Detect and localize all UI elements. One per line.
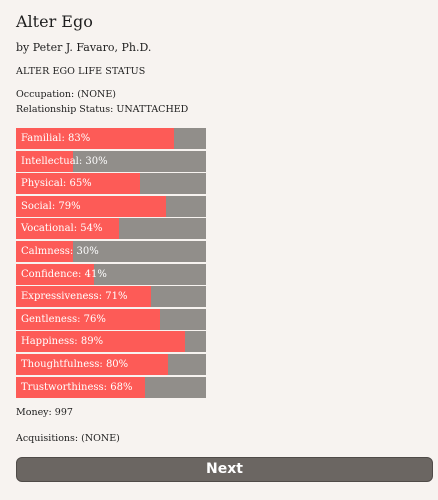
money-text: Money: 997 (16, 407, 73, 418)
stat-bar (16, 128, 206, 149)
relationship-status-text: Relationship Status: UNATTACHED (16, 104, 189, 115)
stat-bar-label: Happiness: 89% (21, 336, 104, 348)
stat-bar (16, 218, 206, 239)
next-button[interactable]: Next (16, 457, 433, 482)
stat-bar-label: Familial: 83% (21, 133, 91, 144)
stat-bar (16, 151, 206, 172)
stat-bar-label: Intellectual: 30% (21, 155, 108, 167)
stat-bar-label: Expressiveness: 71% (21, 291, 128, 303)
stat-bar (16, 196, 206, 217)
stat-bar (16, 331, 206, 352)
stat-bar (16, 309, 206, 330)
stat-bar (16, 241, 206, 262)
stat-bar-label: Thoughtfulness: 80% (21, 358, 129, 370)
stat-bar (16, 173, 206, 194)
stat-bar-label: Confidence: 41% (21, 268, 107, 280)
stat-bar (16, 354, 206, 375)
stat-bar (16, 286, 206, 307)
stat-bar (16, 377, 206, 398)
stat-bar-label: Social: 79% (21, 200, 81, 212)
stat-bar-label: Gentleness: 76% (21, 313, 106, 325)
status-heading: ALTER EGO LIFE STATUS (16, 66, 146, 77)
author-line: by Peter J. Favaro, Ph.D. (16, 41, 152, 54)
stat-bar (16, 264, 206, 285)
stat-bar-label: Calmness: 30% (21, 245, 99, 257)
game-title: Alter Ego (16, 12, 93, 31)
stat-bar-label: Vocational: 54% (21, 223, 103, 235)
occupation-text: Occupation: (NONE) (16, 89, 116, 100)
stat-bar-label: Physical: 65% (21, 178, 92, 190)
stat-bar-label: Trustworthiness: 68% (21, 381, 133, 393)
acquisitions-text: Acquisitions: (NONE) (16, 433, 120, 444)
stat-bars (16, 128, 206, 399)
